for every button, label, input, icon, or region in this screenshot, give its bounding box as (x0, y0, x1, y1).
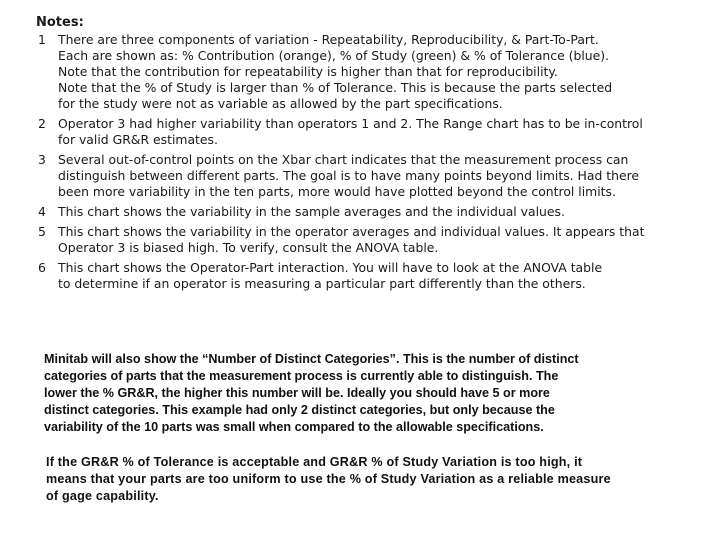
paragraph-line: of gage capability. (46, 489, 159, 503)
note-line: to determine if an operator is measuring a particular part differently than the others. (58, 276, 586, 291)
paragraph-line: means that your parts are too uniform to use the % of Study Variation as a reliable measure (46, 472, 611, 486)
distinct-categories-paragraph (44, 351, 684, 436)
paragraph-line: Minitab will also show the “Number of Distinct Categories”. This is the number of distinct (44, 352, 579, 366)
note-line: been more variability in the ten parts, more would have plotted beyond the control limits. (58, 184, 616, 199)
note-line: Each are shown as: % Contribution (orange), % of Study (green) & % of Tolerance (blue). (58, 48, 610, 63)
note-line: Operator 3 had higher variability than operators 1 and 2. The Range chart has to be in-control (58, 116, 643, 131)
notes-section (36, 15, 696, 296)
note-line: Operator 3 is biased high. To verify, consult the ANOVA table. (58, 240, 439, 255)
note-number: 1 (38, 32, 46, 47)
note-item (36, 116, 696, 148)
note-line: Several out-of-control points on the Xbar chart indicates that the measurement process can (58, 152, 629, 167)
tolerance-paragraph (46, 454, 686, 505)
paragraph-line: If the GR&R % of Tolerance is acceptable and GR&R % of Study Variation is too high, it (46, 455, 583, 469)
note-item (36, 260, 696, 292)
note-line: This chart shows the Operator-Part interaction. You will have to look at the ANOVA table (58, 260, 603, 275)
note-text (58, 32, 696, 112)
notes-title: Notes: (36, 15, 84, 30)
note-line: Note that the % of Study is larger than % of Tolerance. This is because the parts selected (58, 80, 613, 95)
note-number: 6 (38, 260, 46, 275)
paragraph-line: distinct categories. This example had only 2 distinct categories, but only because the (44, 403, 555, 417)
note-line: This chart shows the variability in the sample averages and the individual values. (58, 204, 565, 219)
note-text (58, 152, 696, 200)
note-line: There are three components of variation - Repeatability, Reproducibility, & Part-To-Part. (58, 32, 599, 47)
note-text (58, 116, 696, 148)
note-line: for the study were not as variable as allowed by the part specifications. (58, 96, 503, 111)
paragraph-line: variability of the 10 parts was small when compared to the allowable specifications. (44, 420, 544, 434)
note-item (36, 224, 696, 256)
note-item (36, 204, 696, 220)
paragraph-line: categories of parts that the measurement process is currently able to distinguish. The (44, 369, 559, 383)
note-line: This chart shows the variability in the operator averages and individual values. It appears that (58, 224, 645, 239)
note-number: 4 (38, 204, 46, 219)
note-line: Note that the contribution for repeatability is higher than that for reproducibility. (58, 64, 558, 79)
note-item (36, 152, 696, 200)
note-text (58, 224, 696, 256)
note-number: 2 (38, 116, 46, 131)
note-text (58, 260, 696, 292)
note-line: for valid GR&R estimates. (58, 132, 218, 147)
paragraph-line: lower the % GR&R, the higher this number will be. Ideally you should have 5 or more (44, 386, 550, 400)
note-text (58, 204, 696, 220)
note-line: distinguish between different parts. The goal is to have many points beyond limits. Had there (58, 168, 640, 183)
note-number: 3 (38, 152, 46, 167)
note-number: 5 (38, 224, 46, 239)
note-item (36, 32, 696, 112)
